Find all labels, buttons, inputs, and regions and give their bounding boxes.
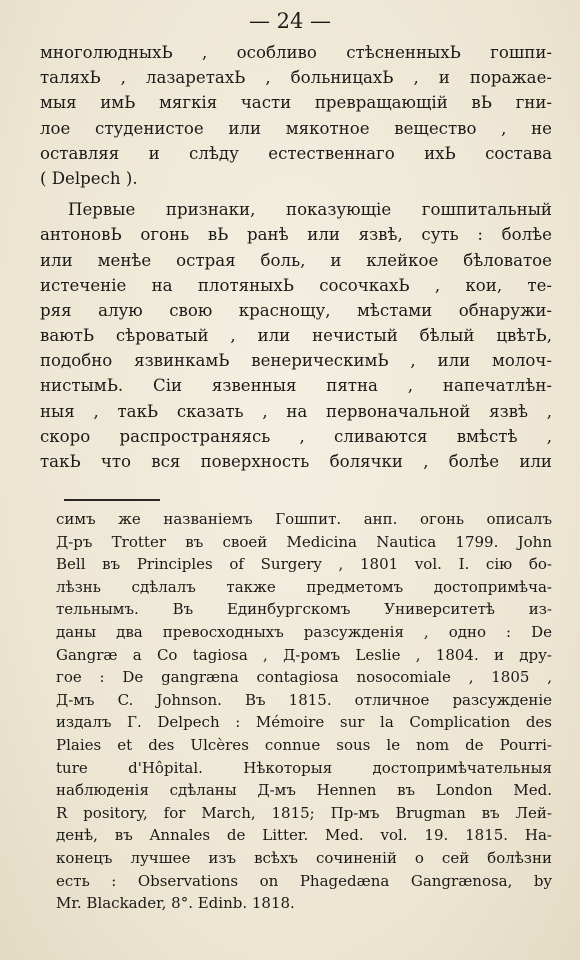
footnote-line: Mr. Blackader, 8°. Edinb. 1818. bbox=[56, 894, 295, 913]
paragraph2-line: ряя алую свою краснощу, мѣстами обнаружи- bbox=[40, 300, 552, 320]
paragraph1-line: оставляя и слѣду естественнаго ихЬ состава bbox=[40, 143, 552, 163]
paragraph2-line: истеченіе на плотяныхЬ сосочкахЬ , кои, те- bbox=[40, 275, 552, 295]
footnote-line: наблюденія сдѣланы Д-мъ Hennen въ London Med. bbox=[56, 781, 552, 800]
paragraph2-line: ваютЬ сѣроватый , или нечистый бѣлый цвѣтЬ, bbox=[40, 326, 552, 346]
paragraph2-line: антоновЬ огонь вЬ ранѣ или язвѣ, суть : болѣе bbox=[40, 225, 552, 245]
paragraph2-line: скоро распространяясь , сливаются вмѣстѣ , bbox=[40, 426, 552, 446]
footnote-line: Gangræ a Co tagiosa , Д-ромъ Leslie , 1804. и дру- bbox=[56, 645, 552, 664]
paragraph2-line: или менѣе острая боль, и клейкое бѣловатое bbox=[40, 250, 552, 270]
footnote-line: даны два превосходныхъ разсужденія , одно : De bbox=[56, 622, 552, 641]
footnote-line: издалъ Г. Delpech : Mémoire sur la Complication des bbox=[56, 713, 552, 732]
footnote-line: денѣ, въ Annales de Litter. Med. vol. 19. 1815. На- bbox=[56, 826, 552, 845]
footnote-line: есть : Observations on Phagedæna Gangrænosa, by bbox=[56, 871, 552, 890]
footnote-line: Plaies et des Ulcères connue sous le nom de Pourri- bbox=[56, 735, 552, 754]
footnote-line: Д-ръ Trotter въ своей Medicina Nautica 1799. John bbox=[56, 532, 552, 551]
footnote bbox=[56, 508, 552, 915]
footnote-line: лѣзнь сдѣлалъ также предметомъ достопримѣча- bbox=[56, 577, 552, 596]
footnote-line: Д-мъ C. Johnson. Въ 1815. отличное разсужденіе bbox=[56, 690, 552, 709]
paragraph2-line: нистымЬ. Сіи язвенныя пятна , напечатлѣн- bbox=[40, 376, 552, 396]
paragraph1-line: мыя имЬ мягкія части превращающій вЬ гни- bbox=[40, 93, 552, 113]
paragraph1-line: ( Delpech ). bbox=[40, 168, 138, 188]
paragraph1-line: многолюдныхЬ , особливо стѣсненныхЬ гошпи- bbox=[40, 43, 552, 62]
main-text bbox=[40, 40, 552, 474]
footnote-line: Bell въ Principles of Surgery , 1801 vol. I. сію бо- bbox=[56, 555, 552, 574]
footnote-line: R pository, for March, 1815; Пр-мъ Brugman въ Лей- bbox=[56, 803, 552, 822]
footnote-line: тельнымъ. Въ Единбургскомъ Университетѣ из- bbox=[56, 600, 552, 619]
footnote-line: ture d'Hôpital. Нѣкоторыя достопримѣчательныя bbox=[56, 758, 552, 777]
paragraph2-line: подобно язвинкамЬ венерическимЬ , или молоч- bbox=[40, 351, 552, 371]
page-number: — 24 — bbox=[248, 9, 332, 33]
footnote-line: симъ же названіемъ Гошпит. анп. огонь описалъ bbox=[56, 510, 552, 528]
paragraph1-line: лое студенистое или мякотное вещество , не bbox=[40, 118, 552, 138]
footnote-divider bbox=[64, 499, 160, 501]
paragraph1-line: таляхЬ , лазаретахЬ , больницахЬ , и поражае- bbox=[40, 68, 552, 88]
paragraph2-line: такЬ что вся поверхность болячки , болѣе или bbox=[40, 452, 552, 471]
paragraph2-line: ныя , такЬ сказать , на первоначальной язвѣ , bbox=[40, 401, 552, 421]
footnote-line: конецъ лучшее изъ всѣхъ сочиненій о сей болѣзни bbox=[56, 848, 552, 867]
footnote-line: гое : De gangræna contagiosa nosocomiale , 1805 , bbox=[56, 668, 552, 687]
paragraph2-line: Первые признаки, показующіе гошпитальный bbox=[68, 200, 552, 220]
